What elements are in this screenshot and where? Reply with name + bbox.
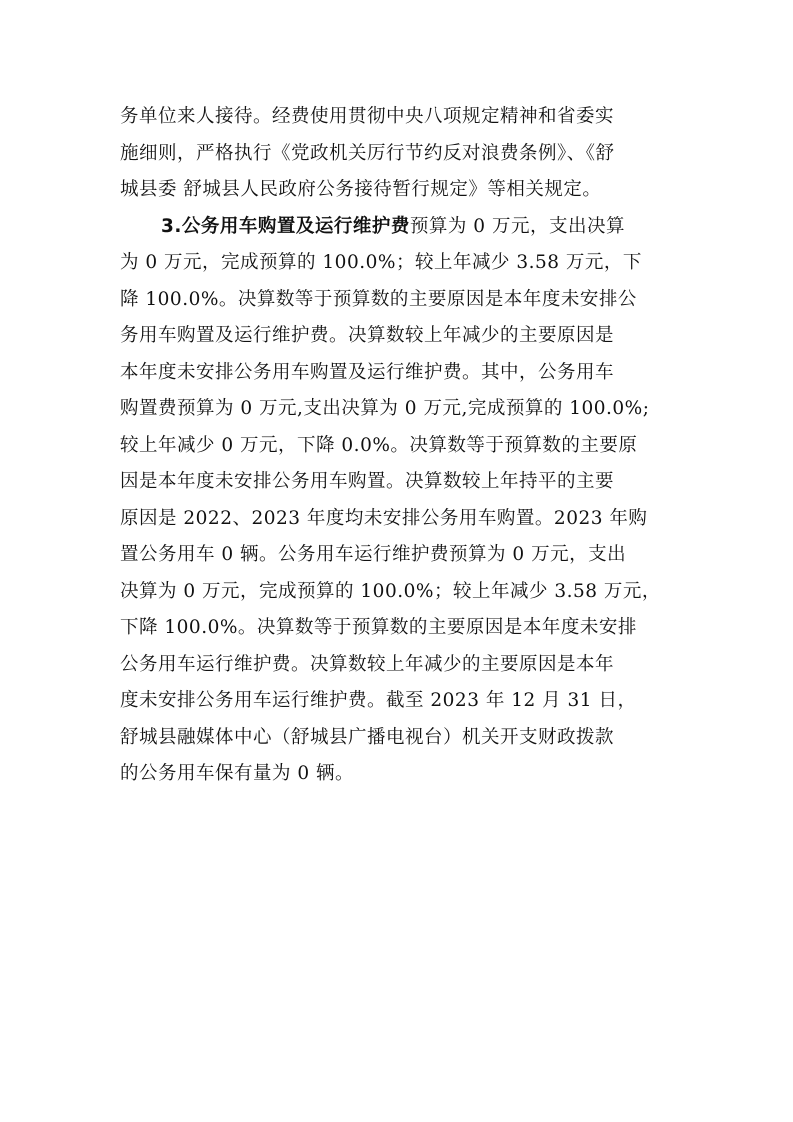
- paragraph-line: 下降 100.0%。决算数等于预算数的主要原因是本年度未安排: [120, 617, 637, 638]
- paragraph-line: 施细则，严格执行《党政机关厉行节约反对浪费条例》、《舒: [120, 142, 615, 164]
- paragraph-line: 舒城县融媒体中心（舒城县广播电视台）机关开支财政拨款: [120, 726, 615, 748]
- paragraph-line: 购置费预算为 0 万元,支出决算为 0 万元,完成预算的 100.0%;: [120, 398, 650, 419]
- section-3-heading: 3.公务用车购置及运行维护费: [161, 215, 410, 237]
- paragraph-line: 度未安排公务用车运行维护费。截至 2023 年 12 月 31 日，: [120, 690, 637, 711]
- document-body: [120, 99, 680, 793]
- paragraph-line: 城县委 舒城县人民政府公务接待暂行规定》等相关规定。: [120, 179, 602, 200]
- section-3-first-line-text: 预算为 0 万元，支出决算: [409, 215, 625, 237]
- paragraph-line: 的公务用车保有量为 0 辆。: [120, 763, 355, 784]
- paragraph-line: 为 0 万元，完成预算的 100.0%；较上年减少 3.58 万元，下: [120, 252, 642, 273]
- paragraph-line: 较上年减少 0 万元，下降 0.0%。决算数等于预算数的主要原: [120, 434, 638, 456]
- section-3-first-line: [120, 209, 680, 246]
- paragraph-line: 本年度未安排公务用车购置及运行维护费。其中，公务用车: [120, 361, 615, 383]
- paragraph-line: 降 100.0%。决算数等于预算数的主要原因是本年度未安排公: [120, 288, 637, 310]
- paragraph-line: 务用车购置及运行维护费。决算数较上年减少的主要原因是: [120, 325, 615, 346]
- paragraph-line: 原因是 2022、2023 年度均未安排公务用车购置。2023 年购: [120, 507, 648, 529]
- paragraph-line: 因是本年度未安排公务用车购置。决算数较上年持平的主要: [120, 471, 615, 492]
- paragraph-line: 置公务用车 0 辆。公务用车运行维护费预算为 0 万元，支出: [120, 544, 627, 565]
- paragraph-line: 公务用车运行维护费。决算数较上年减少的主要原因是本年: [120, 653, 615, 675]
- paragraph-line: 务单位来人接待。经费使用贯彻中央八项规定精神和省委实: [120, 106, 615, 127]
- paragraph-line: 决算为 0 万元，完成预算的 100.0%；较上年减少 3.58 万元，: [120, 580, 661, 602]
